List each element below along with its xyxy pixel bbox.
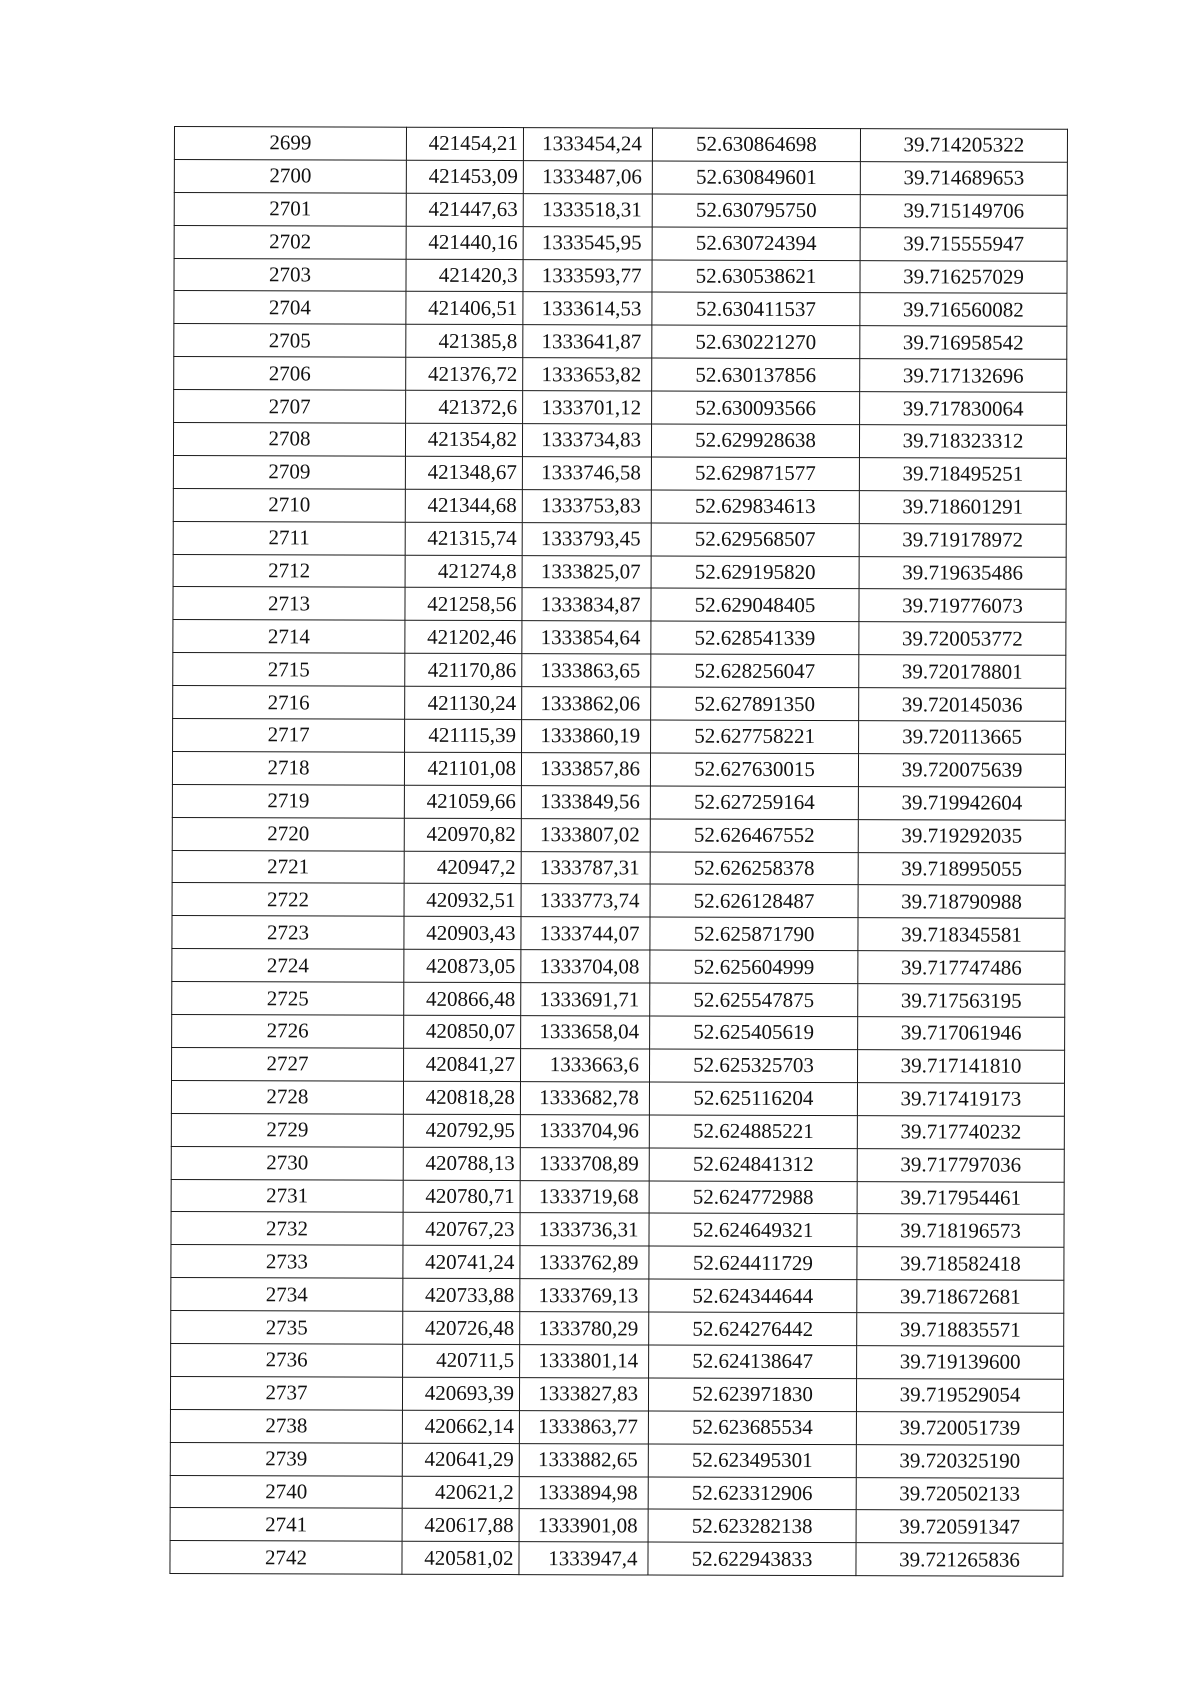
x-coordinate-cell: 420733,88 bbox=[403, 1278, 520, 1311]
table-row bbox=[172, 916, 1065, 952]
latitude-cell: 52.630724394 bbox=[652, 227, 860, 261]
table-row bbox=[173, 587, 1066, 623]
point-number-cell: 2719 bbox=[172, 784, 404, 818]
table-row bbox=[171, 1080, 1064, 1116]
longitude-cell: 39.720502133 bbox=[856, 1477, 1063, 1511]
point-number-cell: 2725 bbox=[172, 982, 404, 1016]
table-row bbox=[173, 488, 1066, 524]
table-row bbox=[170, 1376, 1063, 1412]
y-coordinate-cell: 1333827,83 bbox=[519, 1377, 648, 1410]
table-row bbox=[174, 324, 1067, 360]
latitude-cell: 52.623282138 bbox=[648, 1509, 856, 1543]
latitude-cell: 52.623971830 bbox=[648, 1378, 856, 1412]
point-number-cell: 2709 bbox=[173, 455, 405, 489]
y-coordinate-cell: 1333663,6 bbox=[521, 1049, 650, 1082]
latitude-cell: 52.625405619 bbox=[650, 1016, 858, 1050]
x-coordinate-cell: 420621,2 bbox=[402, 1476, 519, 1509]
table-row bbox=[173, 455, 1066, 491]
y-coordinate-cell: 1333793,45 bbox=[522, 522, 651, 555]
point-number-cell: 2699 bbox=[174, 127, 406, 161]
point-number-cell: 2711 bbox=[173, 521, 405, 555]
point-number-cell: 2728 bbox=[171, 1080, 403, 1114]
latitude-cell: 52.624411729 bbox=[649, 1246, 857, 1280]
longitude-cell: 39.720178801 bbox=[859, 655, 1066, 689]
y-coordinate-cell: 1333734,83 bbox=[522, 424, 651, 457]
table-row bbox=[173, 686, 1066, 722]
point-number-cell: 2703 bbox=[174, 258, 406, 292]
latitude-cell: 52.630221270 bbox=[652, 325, 860, 359]
longitude-cell: 39.721265836 bbox=[856, 1543, 1063, 1577]
table-row bbox=[173, 521, 1066, 557]
longitude-cell: 39.718495251 bbox=[859, 458, 1066, 492]
latitude-cell: 52.628256047 bbox=[651, 654, 859, 688]
latitude-cell: 52.624276442 bbox=[649, 1312, 857, 1346]
point-number-cell: 2717 bbox=[173, 719, 405, 753]
y-coordinate-cell: 1333653,82 bbox=[523, 358, 652, 391]
latitude-cell: 52.624772988 bbox=[649, 1180, 857, 1214]
coordinate-table-body bbox=[170, 127, 1068, 1577]
point-number-cell: 2730 bbox=[171, 1146, 403, 1180]
table-row bbox=[171, 1245, 1064, 1281]
longitude-cell: 39.718196573 bbox=[857, 1214, 1064, 1248]
point-number-cell: 2731 bbox=[171, 1179, 403, 1213]
point-number-cell: 2721 bbox=[172, 850, 404, 884]
table-row bbox=[170, 1508, 1063, 1544]
longitude-cell: 39.718582418 bbox=[857, 1247, 1064, 1281]
point-number-cell: 2706 bbox=[174, 357, 406, 391]
longitude-cell: 39.718835571 bbox=[857, 1313, 1064, 1347]
latitude-cell: 52.627758221 bbox=[651, 720, 859, 754]
longitude-cell: 39.717747486 bbox=[858, 951, 1065, 985]
latitude-cell: 52.624344644 bbox=[649, 1279, 857, 1313]
y-coordinate-cell: 1333863,65 bbox=[522, 654, 651, 687]
table-row bbox=[174, 390, 1067, 426]
y-coordinate-cell: 1333746,58 bbox=[522, 457, 651, 490]
latitude-cell: 52.627891350 bbox=[651, 687, 859, 721]
point-number-cell: 2701 bbox=[174, 192, 406, 226]
longitude-cell: 39.717797036 bbox=[857, 1148, 1064, 1182]
coordinate-table bbox=[169, 126, 1068, 1577]
y-coordinate-cell: 1333860,19 bbox=[522, 720, 651, 753]
latitude-cell: 52.628541339 bbox=[651, 621, 859, 655]
longitude-cell: 39.720145036 bbox=[859, 688, 1066, 722]
x-coordinate-cell: 420641,29 bbox=[402, 1443, 519, 1476]
longitude-cell: 39.718345581 bbox=[858, 918, 1065, 952]
y-coordinate-cell: 1333691,71 bbox=[521, 983, 650, 1016]
point-number-cell: 2712 bbox=[173, 554, 405, 588]
y-coordinate-cell: 1333849,56 bbox=[521, 785, 650, 818]
point-number-cell: 2740 bbox=[170, 1475, 402, 1509]
x-coordinate-cell: 421406,51 bbox=[406, 292, 523, 325]
latitude-cell: 52.629871577 bbox=[651, 457, 859, 491]
y-coordinate-cell: 1333807,02 bbox=[521, 818, 650, 851]
longitude-cell: 39.717563195 bbox=[858, 984, 1065, 1018]
y-coordinate-cell: 1333894,98 bbox=[519, 1476, 648, 1509]
y-coordinate-cell: 1333773,74 bbox=[521, 884, 650, 917]
x-coordinate-cell: 420903,43 bbox=[404, 917, 521, 950]
longitude-cell: 39.719776073 bbox=[859, 589, 1066, 623]
point-number-cell: 2735 bbox=[171, 1311, 403, 1345]
longitude-cell: 39.717830064 bbox=[860, 392, 1067, 426]
latitude-cell: 52.630093566 bbox=[652, 391, 860, 425]
table-row bbox=[170, 1409, 1063, 1445]
point-number-cell: 2705 bbox=[174, 324, 406, 358]
x-coordinate-cell: 421447,63 bbox=[406, 193, 523, 226]
table-row bbox=[174, 159, 1067, 195]
latitude-cell: 52.626258378 bbox=[650, 852, 858, 886]
x-coordinate-cell: 420932,51 bbox=[404, 884, 521, 917]
x-coordinate-cell: 420792,95 bbox=[403, 1114, 520, 1147]
point-number-cell: 2738 bbox=[170, 1409, 402, 1443]
y-coordinate-cell: 1333701,12 bbox=[523, 391, 652, 424]
table-row bbox=[173, 554, 1066, 590]
latitude-cell: 52.630864698 bbox=[652, 128, 860, 162]
x-coordinate-cell: 420693,39 bbox=[402, 1377, 519, 1410]
point-number-cell: 2736 bbox=[171, 1343, 403, 1377]
longitude-cell: 39.720053772 bbox=[859, 622, 1066, 656]
latitude-cell: 52.625116204 bbox=[649, 1082, 857, 1116]
point-number-cell: 2729 bbox=[171, 1113, 403, 1147]
table-row bbox=[170, 1541, 1063, 1577]
x-coordinate-cell: 421354,82 bbox=[405, 423, 522, 456]
y-coordinate-cell: 1333704,96 bbox=[520, 1114, 649, 1147]
x-coordinate-cell: 420780,71 bbox=[403, 1180, 520, 1213]
y-coordinate-cell: 1333947,4 bbox=[519, 1542, 648, 1575]
x-coordinate-cell: 421101,08 bbox=[404, 752, 521, 785]
longitude-cell: 39.720075639 bbox=[858, 754, 1065, 788]
table-row bbox=[173, 719, 1066, 755]
point-number-cell: 2734 bbox=[171, 1278, 403, 1312]
x-coordinate-cell: 421115,39 bbox=[405, 719, 522, 752]
latitude-cell: 52.630795750 bbox=[652, 194, 860, 228]
latitude-cell: 52.623312906 bbox=[648, 1477, 856, 1511]
table-row bbox=[171, 1311, 1064, 1347]
point-number-cell: 2714 bbox=[173, 620, 405, 654]
x-coordinate-cell: 421372,6 bbox=[406, 390, 523, 423]
longitude-cell: 39.719529054 bbox=[856, 1378, 1063, 1412]
x-coordinate-cell: 420970,82 bbox=[404, 818, 521, 851]
y-coordinate-cell: 1333780,29 bbox=[520, 1312, 649, 1345]
longitude-cell: 39.715555947 bbox=[860, 227, 1067, 261]
x-coordinate-cell: 421454,21 bbox=[406, 127, 523, 160]
x-coordinate-cell: 421376,72 bbox=[406, 357, 523, 390]
table-row bbox=[172, 1015, 1065, 1051]
longitude-cell: 39.719942604 bbox=[858, 786, 1065, 820]
table-row bbox=[170, 1442, 1063, 1478]
x-coordinate-cell: 420866,48 bbox=[404, 982, 521, 1015]
latitude-cell: 52.625325703 bbox=[649, 1049, 857, 1083]
y-coordinate-cell: 1333704,08 bbox=[521, 950, 650, 983]
table-row bbox=[171, 1146, 1064, 1182]
latitude-cell: 52.623685534 bbox=[648, 1411, 856, 1445]
latitude-cell: 52.629048405 bbox=[651, 588, 859, 622]
longitude-cell: 39.720325190 bbox=[856, 1444, 1063, 1478]
table-row bbox=[174, 291, 1067, 327]
y-coordinate-cell: 1333857,86 bbox=[521, 753, 650, 786]
y-coordinate-cell: 1333614,53 bbox=[523, 292, 652, 325]
latitude-cell: 52.624649321 bbox=[649, 1213, 857, 1247]
y-coordinate-cell: 1333862,06 bbox=[522, 687, 651, 720]
y-coordinate-cell: 1333753,83 bbox=[522, 489, 651, 522]
latitude-cell: 52.629834613 bbox=[651, 490, 859, 524]
point-number-cell: 2710 bbox=[173, 488, 405, 522]
latitude-cell: 52.629928638 bbox=[651, 424, 859, 458]
x-coordinate-cell: 420581,02 bbox=[402, 1542, 519, 1575]
latitude-cell: 52.629195820 bbox=[651, 556, 859, 590]
y-coordinate-cell: 1333658,04 bbox=[521, 1016, 650, 1049]
x-coordinate-cell: 420711,5 bbox=[403, 1344, 520, 1377]
longitude-cell: 39.717954461 bbox=[857, 1181, 1064, 1215]
table-row bbox=[174, 357, 1067, 393]
y-coordinate-cell: 1333518,31 bbox=[523, 193, 652, 226]
x-coordinate-cell: 421348,67 bbox=[405, 456, 522, 489]
latitude-cell: 52.630411537 bbox=[652, 292, 860, 326]
table-row bbox=[172, 949, 1065, 985]
x-coordinate-cell: 421420,3 bbox=[406, 259, 523, 292]
longitude-cell: 39.717061946 bbox=[858, 1017, 1065, 1051]
x-coordinate-cell: 421385,8 bbox=[406, 325, 523, 358]
latitude-cell: 52.626128487 bbox=[650, 884, 858, 918]
x-coordinate-cell: 421170,86 bbox=[405, 653, 522, 686]
table-row bbox=[170, 1475, 1063, 1511]
y-coordinate-cell: 1333801,14 bbox=[520, 1345, 649, 1378]
longitude-cell: 39.720591347 bbox=[856, 1510, 1063, 1544]
longitude-cell: 39.719139600 bbox=[857, 1346, 1064, 1380]
longitude-cell: 39.717132696 bbox=[860, 359, 1067, 393]
y-coordinate-cell: 1333487,06 bbox=[523, 160, 652, 193]
latitude-cell: 52.625547875 bbox=[650, 983, 858, 1017]
point-number-cell: 2707 bbox=[174, 390, 406, 424]
point-number-cell: 2732 bbox=[171, 1212, 403, 1246]
y-coordinate-cell: 1333545,95 bbox=[523, 226, 652, 259]
table-row bbox=[172, 982, 1065, 1018]
x-coordinate-cell: 421274,8 bbox=[405, 555, 522, 588]
table-row bbox=[173, 423, 1066, 459]
longitude-cell: 39.718790988 bbox=[858, 885, 1065, 919]
x-coordinate-cell: 420788,13 bbox=[403, 1147, 520, 1180]
table-row bbox=[174, 127, 1067, 163]
x-coordinate-cell: 421059,66 bbox=[404, 785, 521, 818]
latitude-cell: 52.623495301 bbox=[648, 1444, 856, 1478]
latitude-cell: 52.630849601 bbox=[652, 161, 860, 195]
point-number-cell: 2700 bbox=[174, 159, 406, 193]
latitude-cell: 52.624885221 bbox=[649, 1115, 857, 1149]
point-number-cell: 2723 bbox=[172, 916, 404, 950]
y-coordinate-cell: 1333641,87 bbox=[523, 325, 652, 358]
table-row bbox=[172, 850, 1065, 886]
point-number-cell: 2702 bbox=[174, 225, 406, 259]
y-coordinate-cell: 1333882,65 bbox=[519, 1443, 648, 1476]
point-number-cell: 2726 bbox=[172, 1015, 404, 1049]
longitude-cell: 39.719178972 bbox=[859, 523, 1066, 557]
table-row bbox=[171, 1179, 1064, 1215]
latitude-cell: 52.624138647 bbox=[649, 1345, 857, 1379]
point-number-cell: 2737 bbox=[170, 1376, 402, 1410]
point-number-cell: 2722 bbox=[172, 883, 404, 917]
table-row bbox=[173, 653, 1066, 689]
latitude-cell: 52.629568507 bbox=[651, 523, 859, 557]
x-coordinate-cell: 421453,09 bbox=[406, 160, 523, 193]
latitude-cell: 52.625604999 bbox=[650, 950, 858, 984]
point-number-cell: 2708 bbox=[173, 423, 405, 457]
longitude-cell: 39.715149706 bbox=[860, 194, 1067, 228]
x-coordinate-cell: 420741,24 bbox=[403, 1246, 520, 1279]
y-coordinate-cell: 1333762,89 bbox=[520, 1246, 649, 1279]
x-coordinate-cell: 420726,48 bbox=[403, 1311, 520, 1344]
x-coordinate-cell: 421344,68 bbox=[405, 489, 522, 522]
x-coordinate-cell: 420850,07 bbox=[404, 1015, 521, 1048]
table-row bbox=[174, 225, 1067, 261]
y-coordinate-cell: 1333593,77 bbox=[523, 259, 652, 292]
point-number-cell: 2715 bbox=[173, 653, 405, 687]
longitude-cell: 39.720113665 bbox=[859, 721, 1066, 755]
latitude-cell: 52.630137856 bbox=[652, 358, 860, 392]
longitude-cell: 39.717740232 bbox=[857, 1115, 1064, 1149]
longitude-cell: 39.718995055 bbox=[858, 852, 1065, 886]
y-coordinate-cell: 1333454,24 bbox=[523, 128, 652, 161]
longitude-cell: 39.717141810 bbox=[857, 1050, 1064, 1084]
latitude-cell: 52.622943833 bbox=[648, 1542, 856, 1576]
y-coordinate-cell: 1333854,64 bbox=[522, 621, 651, 654]
longitude-cell: 39.716257029 bbox=[860, 260, 1067, 294]
point-number-cell: 2713 bbox=[173, 587, 405, 621]
latitude-cell: 52.627630015 bbox=[650, 753, 858, 787]
table-row bbox=[172, 883, 1065, 919]
x-coordinate-cell: 420818,28 bbox=[403, 1081, 520, 1114]
table-row bbox=[174, 192, 1067, 228]
longitude-cell: 39.718672681 bbox=[857, 1280, 1064, 1314]
x-coordinate-cell: 420873,05 bbox=[404, 949, 521, 982]
table-row bbox=[173, 620, 1066, 656]
table-row bbox=[172, 817, 1065, 853]
x-coordinate-cell: 421315,74 bbox=[405, 522, 522, 555]
y-coordinate-cell: 1333769,13 bbox=[520, 1279, 649, 1312]
longitude-cell: 39.718323312 bbox=[859, 425, 1066, 459]
table-row bbox=[172, 1047, 1065, 1083]
table-row bbox=[172, 784, 1065, 820]
longitude-cell: 39.714689653 bbox=[860, 162, 1067, 196]
longitude-cell: 39.719292035 bbox=[858, 819, 1065, 853]
y-coordinate-cell: 1333825,07 bbox=[522, 555, 651, 588]
longitude-cell: 39.717419173 bbox=[857, 1082, 1064, 1116]
x-coordinate-cell: 421258,56 bbox=[405, 588, 522, 621]
y-coordinate-cell: 1333787,31 bbox=[521, 851, 650, 884]
point-number-cell: 2718 bbox=[172, 751, 404, 785]
point-number-cell: 2704 bbox=[174, 291, 406, 325]
point-number-cell: 2716 bbox=[173, 686, 405, 720]
y-coordinate-cell: 1333863,77 bbox=[519, 1410, 648, 1443]
y-coordinate-cell: 1333719,68 bbox=[520, 1180, 649, 1213]
table-row bbox=[171, 1212, 1064, 1248]
x-coordinate-cell: 420841,27 bbox=[404, 1048, 521, 1081]
table-row bbox=[171, 1113, 1064, 1149]
point-number-cell: 2720 bbox=[172, 817, 404, 851]
point-number-cell: 2741 bbox=[170, 1508, 402, 1542]
point-number-cell: 2733 bbox=[171, 1245, 403, 1279]
x-coordinate-cell: 420947,2 bbox=[404, 851, 521, 884]
longitude-cell: 39.714205322 bbox=[860, 129, 1067, 163]
y-coordinate-cell: 1333834,87 bbox=[522, 588, 651, 621]
longitude-cell: 39.720051739 bbox=[856, 1411, 1063, 1445]
y-coordinate-cell: 1333682,78 bbox=[520, 1081, 649, 1114]
longitude-cell: 39.719635486 bbox=[859, 556, 1066, 590]
x-coordinate-cell: 421130,24 bbox=[405, 686, 522, 719]
latitude-cell: 52.627259164 bbox=[650, 786, 858, 820]
point-number-cell: 2742 bbox=[170, 1541, 402, 1575]
table-row bbox=[174, 258, 1067, 294]
longitude-cell: 39.716958542 bbox=[860, 326, 1067, 360]
latitude-cell: 52.625871790 bbox=[650, 917, 858, 951]
longitude-cell: 39.718601291 bbox=[859, 490, 1066, 524]
x-coordinate-cell: 420662,14 bbox=[402, 1410, 519, 1443]
latitude-cell: 52.624841312 bbox=[649, 1148, 857, 1182]
point-number-cell: 2739 bbox=[170, 1442, 402, 1476]
latitude-cell: 52.626467552 bbox=[650, 819, 858, 853]
point-number-cell: 2727 bbox=[172, 1047, 404, 1081]
x-coordinate-cell: 420767,23 bbox=[403, 1213, 520, 1246]
y-coordinate-cell: 1333708,89 bbox=[520, 1147, 649, 1180]
x-coordinate-cell: 421440,16 bbox=[406, 226, 523, 259]
table-row bbox=[172, 751, 1065, 787]
latitude-cell: 52.630538621 bbox=[652, 260, 860, 294]
table-row bbox=[171, 1343, 1064, 1379]
y-coordinate-cell: 1333736,31 bbox=[520, 1213, 649, 1246]
y-coordinate-cell: 1333744,07 bbox=[521, 917, 650, 950]
longitude-cell: 39.716560082 bbox=[860, 293, 1067, 327]
point-number-cell: 2724 bbox=[172, 949, 404, 983]
y-coordinate-cell: 1333901,08 bbox=[519, 1509, 648, 1542]
table-row bbox=[171, 1278, 1064, 1314]
x-coordinate-cell: 420617,88 bbox=[402, 1509, 519, 1542]
x-coordinate-cell: 421202,46 bbox=[405, 621, 522, 654]
